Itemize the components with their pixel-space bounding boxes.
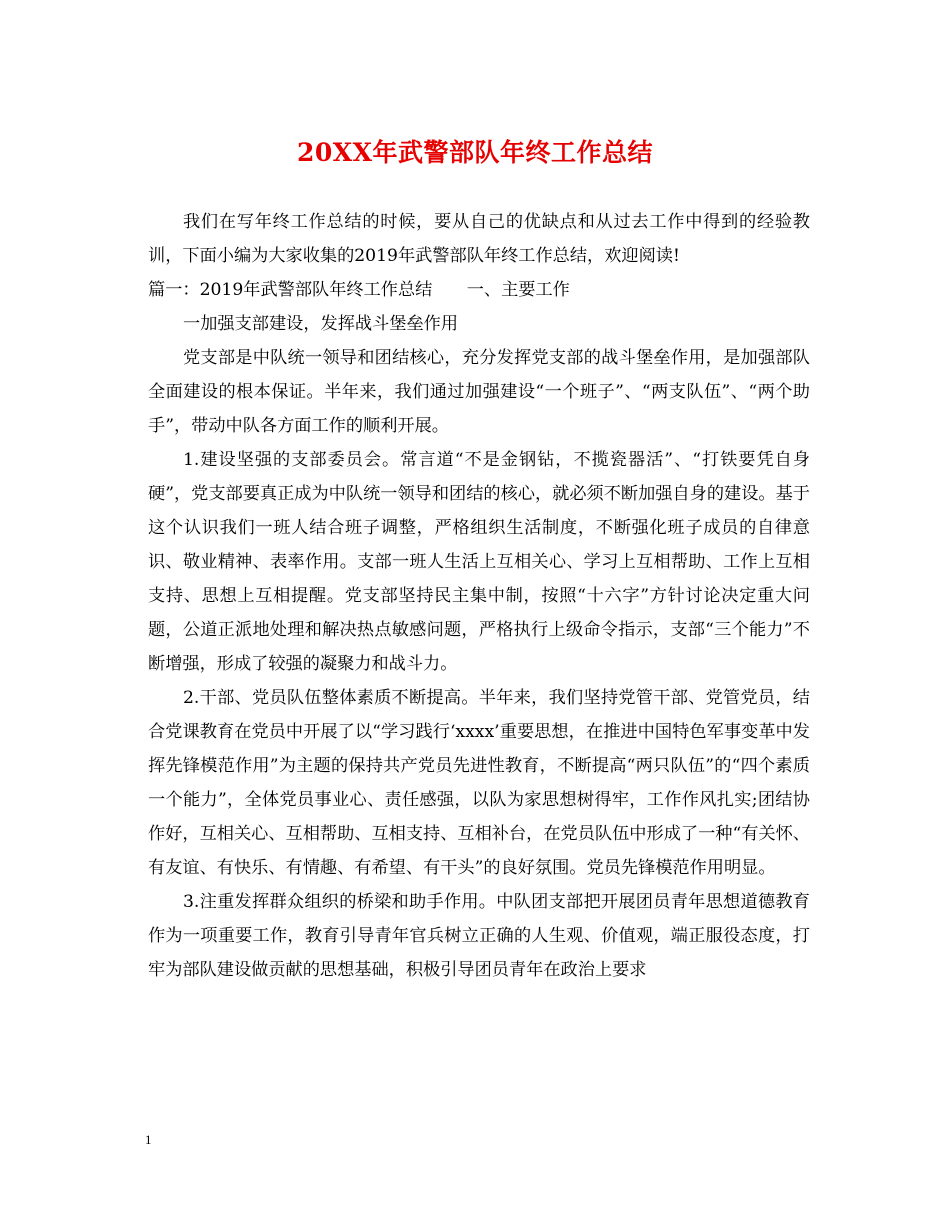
paragraph-item-2: 2.干部、党员队伍整体素质不断提高。半年来，我们坚持党管干部、党管党员，结合党课教育在党员中开展了以“学习践行‘xxxx’重要思想，在推进中国特色军事变革中发挥先锋模范作用”为主题的保持共产党员先进性教育，不断提高“两只队伍”的“四个素质一个能力”，全体党员事业心、责任感强，以队为家思想树得牢，工作作风扎实;团结协作好，互相关心、互相帮助、互相支持、互相补台，在党员队伍中形成了一种“有关怀、有友谊、有快乐、有情趣、有希望、有干头”的良好氛围。党员先锋模范作用明显。 bbox=[148, 688, 810, 878]
paragraph-item-1: 1.建设坚强的支部委员会。常言道“不是金钢钻，不揽瓷器活”、“打铁要凭自身硬”，党支部要真正成为中队统一领导和团结的核心，就必须不断加强自身的建设。基于这个认识我们一班人结合班子调整，严格组织生活制度，不断强化班子成员的自律意识、敬业精神、表率作用。支部一班人生活上互相关心、学习上互相帮助、工作上互相支持、思想上互相提醒。党支部坚持民主集中制，按照“十六字”方针讨论决定重大问题，公道正派地处理和解决热点敏感问题，严格执行上级命令指示，支部“三个能力”不断增强，形成了较强的凝聚力和战斗力。 bbox=[148, 450, 810, 674]
paragraph-section-heading: 篇一：2019年武警部队年终工作总结 一、主要工作 bbox=[148, 280, 570, 300]
paragraph-party-branch: 党支部是中队统一领导和团结核心，充分发挥党支部的战斗堡垒作用，是加强部队全面建设的根本保证。半年来，我们通过加强建设“一个班子”、“两支队伍”、“两个助手”，带动中队各方面工作的顺利开展。 bbox=[148, 348, 810, 436]
document-body bbox=[148, 205, 810, 987]
document-title: 20XX年武警部队年终工作总结 bbox=[296, 138, 654, 167]
paragraph-subheading: 一加强支部建设，发挥战斗堡垒作用 bbox=[183, 314, 459, 334]
page-number: 1 bbox=[145, 1132, 152, 1147]
paragraph-item-3: 3.注重发挥群众组织的桥梁和助手作用。中队团支部把开展团员青年思想道德教育作为一项重要工作，教育引导青年官兵树立正确的人生观、价值观，端正服役态度，打牢为部队建设做贡献的思想基础，积极引导团员青年在政治上要求 bbox=[148, 892, 810, 980]
paragraph-intro: 我们在写年终工作总结的时候，要从自己的优缺点和从过去工作中得到的经验教训，下面小编为大家收集的2019年武警部队年终工作总结，欢迎阅读! bbox=[148, 212, 810, 266]
